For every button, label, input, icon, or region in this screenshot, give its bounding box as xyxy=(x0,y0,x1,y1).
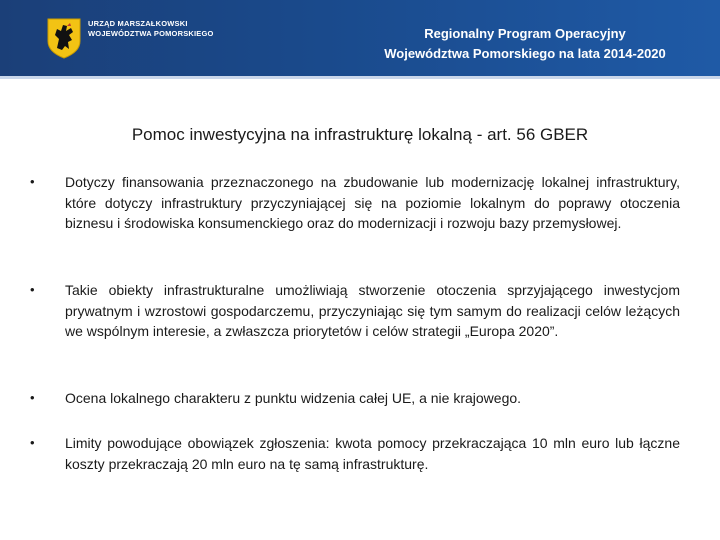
program-title-line1: Regionalny Program Operacyjny xyxy=(424,26,626,41)
bullet-marker: • xyxy=(30,174,35,189)
bullet-item xyxy=(30,433,680,474)
header-divider xyxy=(0,76,720,79)
slide-title: Pomoc inwestycyjna na infrastrukturę lokalną - art. 56 GBER xyxy=(131,125,589,144)
bullet-text: Takie obiekty infrastrukturalne umożliwiają stworzenie otoczenia sprzyjającego inwestycjom prywatnym i wzrostowi gospodarczemu, przyczyniając się tym samym do realizacji celów leżących we wspólnym interesie, a zwłaszcza priorytetów i celów strategii „Europa 2020”. xyxy=(65,282,680,339)
program-title xyxy=(330,24,720,64)
header-bar xyxy=(0,0,720,76)
bullet-item xyxy=(30,388,680,409)
organization-name xyxy=(88,19,214,39)
program-title-line2: Województwa Pomorskiego na lata 2014-2020 xyxy=(384,46,666,61)
bullet-marker: • xyxy=(30,282,35,297)
organization-name-line2: WOJEWÓDZTWA POMORSKIEGO xyxy=(88,29,214,38)
bullet-text: Dotyczy finansowania przeznaczonego na zbudowanie lub modernizację lokalnej infrastruktury, które dotyczy infrastruktury przyczyniającej się na poziomie lokalnym do poprawy otoczenia biznesu i środowiska konsumenckiego oraz do modernizacji i rozwoju bazy przemysłowej. xyxy=(65,174,680,231)
griffin-coat-of-arms-icon xyxy=(46,17,82,59)
bullet-marker: • xyxy=(30,435,35,450)
bullet-item xyxy=(30,280,680,342)
bullet-text: Ocena lokalnego charakteru z punktu widzenia całej UE, a nie krajowego. xyxy=(65,390,522,406)
bullet-text: Limity powodujące obowiązek zgłoszenia: kwota pomocy przekraczająca 10 mln euro lub łączne koszty przekraczają 20 mln euro na tę samą infrastrukturę. xyxy=(65,435,680,472)
organization-name-line1: URZĄD MARSZAŁKOWSKI xyxy=(88,19,188,28)
bullet-item xyxy=(30,172,680,234)
bullet-marker: • xyxy=(30,390,35,405)
